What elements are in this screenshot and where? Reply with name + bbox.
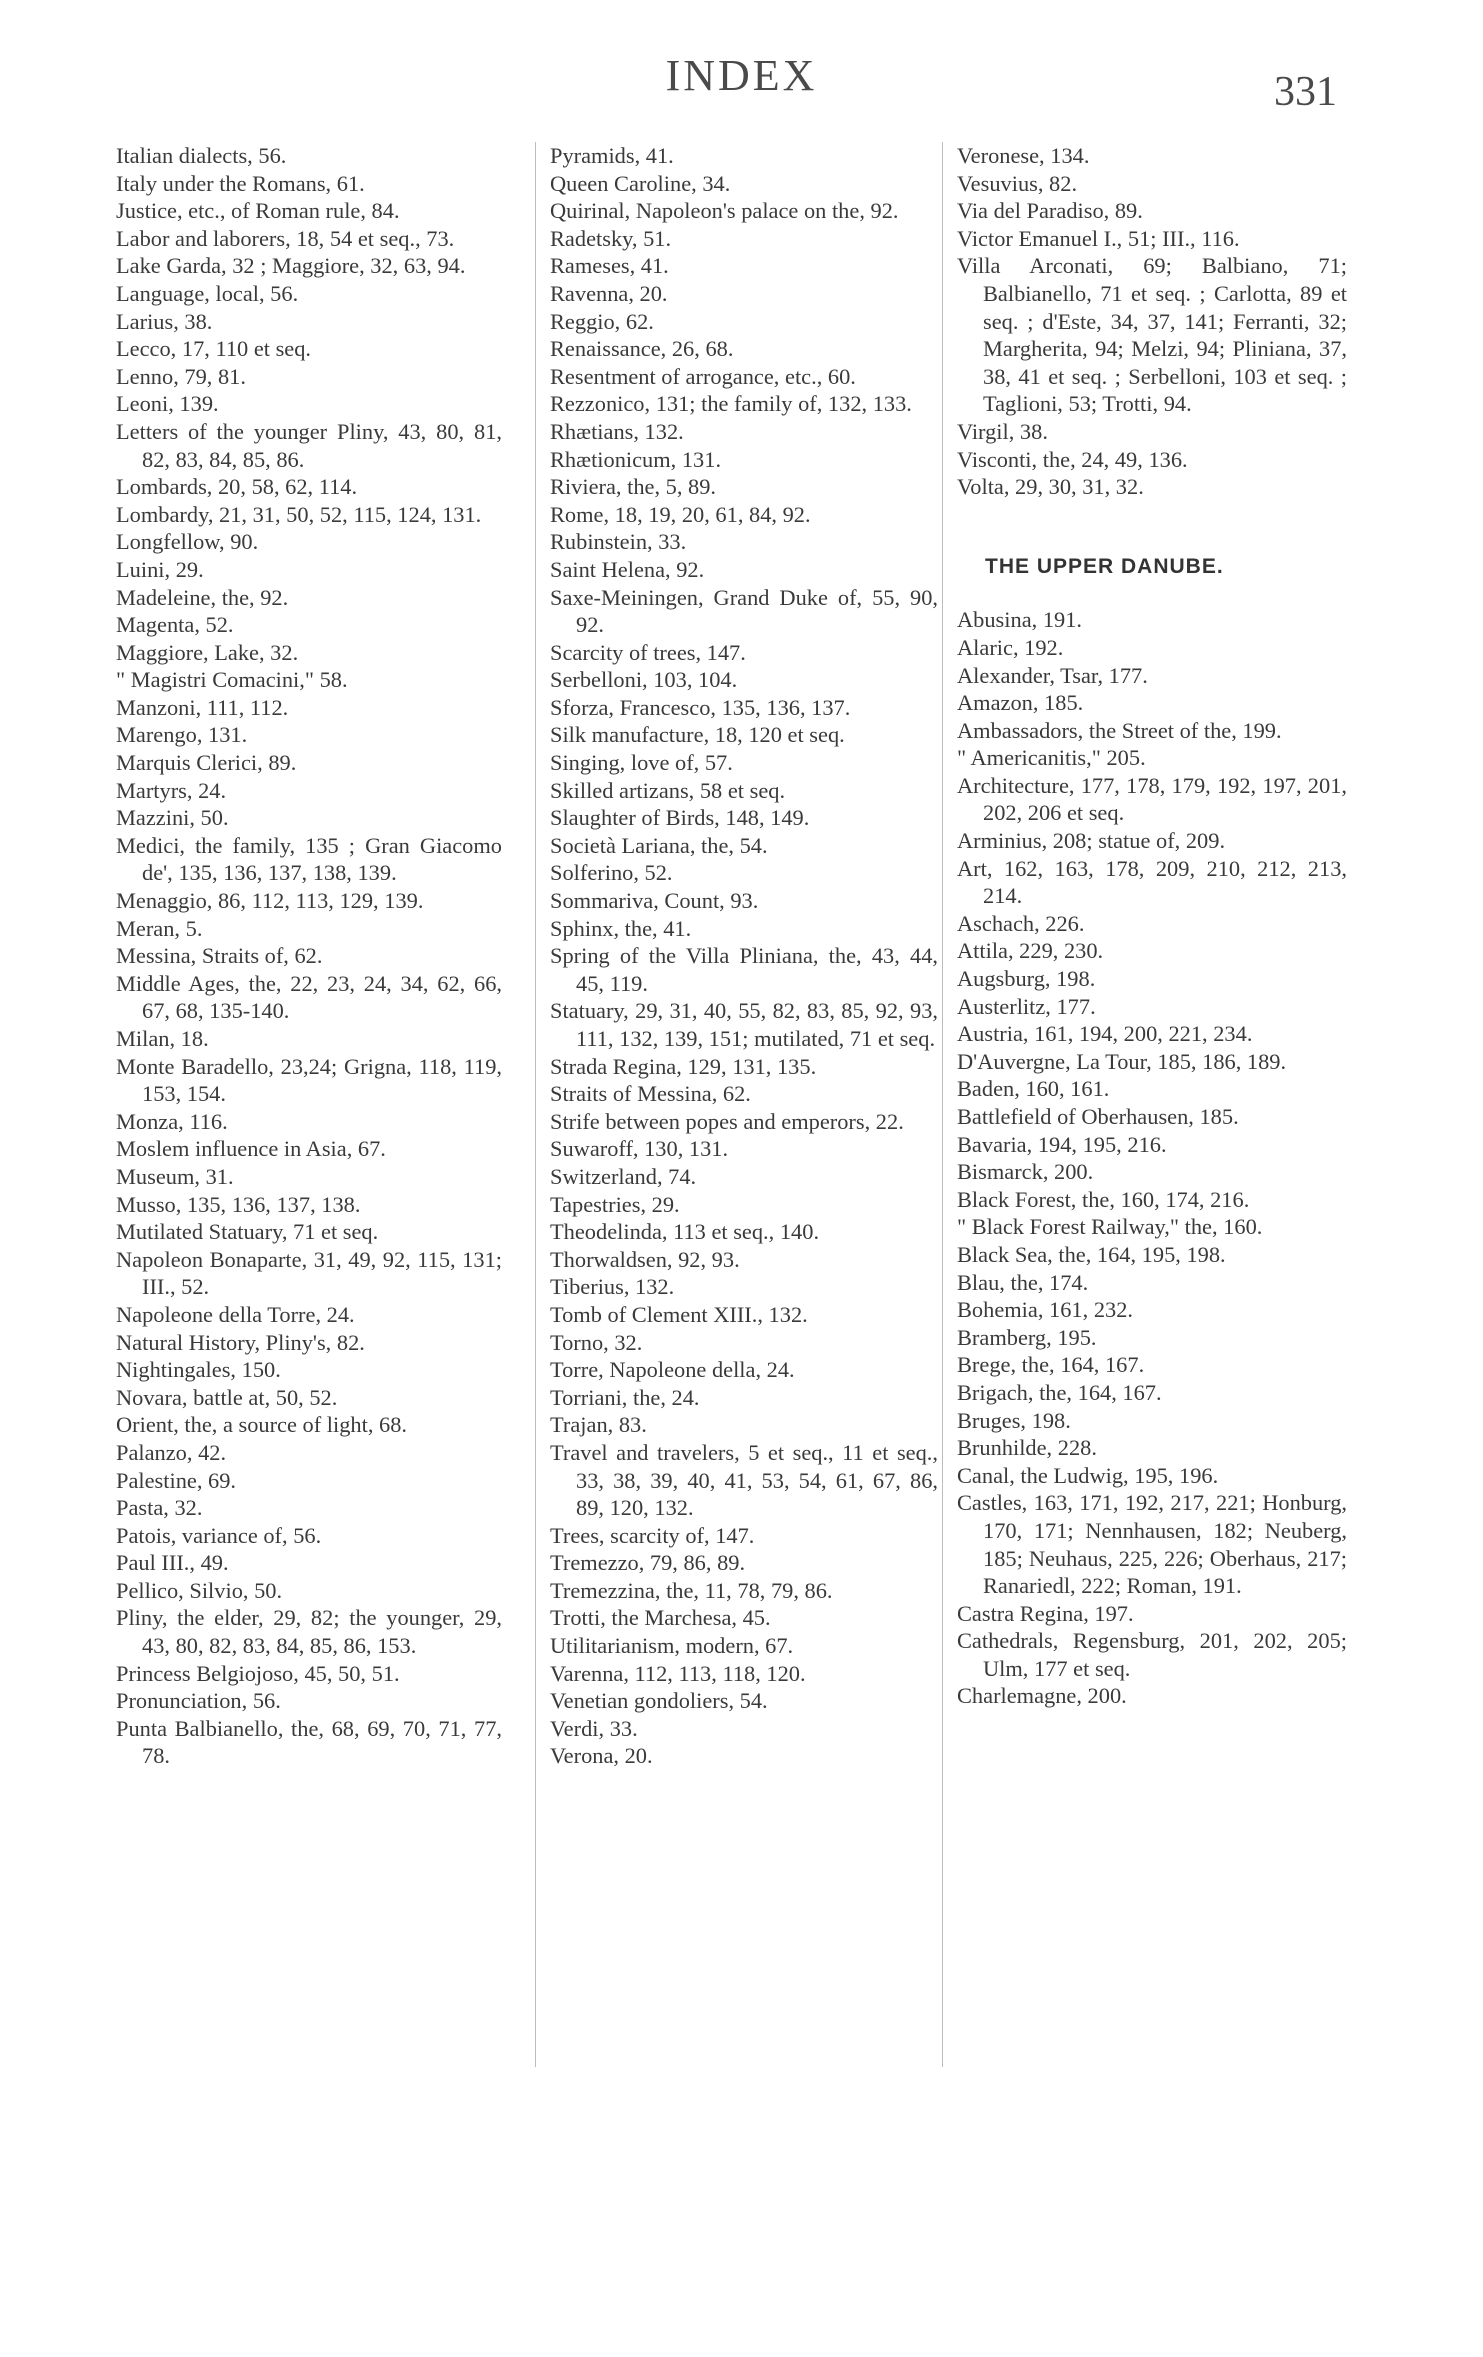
index-entry: Castles, 163, 171, 192, 217, 221; Honburg, 170, 171; Nennhausen, 182; Neuberg, 185; Neuhaus, 225, 226; Oberhaus, 217; Ranariedl, 222; Roman, 191.: [957, 1490, 1347, 1599]
index-entry: Renaissance, 26, 68.: [550, 336, 734, 362]
index-entry: Trajan, 83.: [550, 1412, 647, 1438]
index-entry: Tremezzo, 79, 86, 89.: [550, 1550, 746, 1576]
index-entry: " Black Forest Railway," the, 160.: [957, 1214, 1263, 1240]
index-entry: Scarcity of trees, 147.: [550, 639, 746, 665]
index-entry: Labor and laborers, 18, 54 et seq., 73.: [116, 225, 455, 251]
index-entry: Pasta, 32.: [116, 1495, 203, 1521]
index-entry: Patois, variance of, 56.: [116, 1522, 322, 1548]
index-entry: Black Sea, the, 164, 195, 198.: [957, 1241, 1226, 1267]
index-entry: Resentment of arrogance, etc., 60.: [550, 363, 856, 389]
index-entry: Solferino, 52.: [550, 860, 673, 886]
index-entry: Paul III., 49.: [116, 1550, 229, 1576]
index-entry: Suwaroff, 130, 131.: [550, 1136, 729, 1162]
index-entry: Architecture, 177, 178, 179, 192, 197, 201, 202, 206 et seq.: [957, 772, 1347, 826]
index-entry: Sommariva, Count, 93.: [550, 888, 759, 914]
index-entry: Austerlitz, 177.: [957, 993, 1096, 1019]
index-entry: Singing, love of, 57.: [550, 750, 733, 776]
index-entry: Marengo, 131.: [116, 722, 248, 748]
index-entry: Castra Regina, 197.: [957, 1600, 1134, 1626]
index-entry: Via del Paradiso, 89.: [957, 198, 1143, 224]
index-entry: Martyrs, 24.: [116, 777, 227, 803]
index-entry: Aschach, 226.: [957, 910, 1085, 936]
index-entry: Rome, 18, 19, 20, 61, 84, 92.: [550, 501, 811, 527]
index-entry: Austria, 161, 194, 200, 221, 234.: [957, 1021, 1253, 1047]
index-entry: Strife between popes and emperors, 22.: [550, 1108, 904, 1134]
index-entry: D'Auvergne, La Tour, 185, 186, 189.: [957, 1048, 1287, 1074]
index-entry: Bohemia, 161, 232.: [957, 1297, 1133, 1323]
index-entry: Abusina, 191.: [957, 607, 1083, 633]
index-column-3: [942, 142, 1347, 2067]
index-entry: Madeleine, the, 92.: [116, 584, 289, 610]
index-entry: Princess Belgiojoso, 45, 50, 51.: [116, 1660, 400, 1686]
index-entry: Strada Regina, 129, 131, 135.: [550, 1053, 817, 1079]
index-entry: Palanzo, 42.: [116, 1439, 227, 1465]
index-entry: Italy under the Romans, 61.: [116, 170, 365, 196]
index-entry: Luini, 29.: [116, 556, 204, 582]
index-entry: Switzerland, 74.: [550, 1163, 697, 1189]
index-entry: Bruges, 198.: [957, 1407, 1071, 1433]
index-entry: Ravenna, 20.: [550, 280, 668, 306]
index-entry: Saxe-Meiningen, Grand Duke of, 55, 90, 92.: [550, 584, 938, 638]
index-entry: Serbelloni, 103, 104.: [550, 667, 738, 693]
index-entry: Manzoni, 111, 112.: [116, 694, 289, 720]
index-entry: Thorwaldsen, 92, 93.: [550, 1246, 740, 1272]
index-column-2: [535, 142, 938, 2067]
index-entry: Virgil, 38.: [957, 418, 1048, 444]
index-entry: Società Lariana, the, 54.: [550, 832, 768, 858]
index-entry: Amazon, 185.: [957, 690, 1084, 716]
index-entry: Bismarck, 200.: [957, 1159, 1094, 1185]
index-entry: Silk manufacture, 18, 120 et seq.: [550, 722, 845, 748]
index-entry: " Magistri Comacini," 58.: [116, 667, 348, 693]
index-entry: Longfellow, 90.: [116, 529, 259, 555]
index-entry: Mazzini, 50.: [116, 805, 229, 831]
page-header: INDEX: [665, 51, 818, 100]
index-entry: Quirinal, Napoleon's palace on the, 92.: [550, 198, 899, 224]
index-entry: Lombards, 20, 58, 62, 114.: [116, 474, 358, 500]
index-entry: Messina, Straits of, 62.: [116, 943, 323, 969]
index-entry: Brunhilde, 228.: [957, 1435, 1097, 1461]
index-entry: Milan, 18.: [116, 1026, 209, 1051]
index-entry: Spring of the Villa Pliniana, the, 43, 44, 45, 119.: [550, 943, 938, 996]
index-entry: Verona, 20.: [550, 1743, 653, 1769]
index-entry: Magenta, 52.: [116, 612, 234, 638]
index-entry: Brigach, the, 164, 167.: [957, 1379, 1162, 1405]
index-entry: Sphinx, the, 41.: [550, 915, 692, 941]
index-entry: Marquis Clerici, 89.: [116, 750, 297, 776]
index-entry: Sforza, Francesco, 135, 136, 137.: [550, 694, 851, 720]
index-entry: Musso, 135, 136, 137, 138.: [116, 1191, 361, 1217]
index-entry: Mutilated Statuary, 71 et seq.: [116, 1219, 379, 1245]
index-entry: Statuary, 29, 31, 40, 55, 82, 83, 85, 92, 93, 111, 132, 139, 151; mutilated, 71 et seq.: [550, 998, 938, 1051]
index-entry: Justice, etc., of Roman rule, 84.: [116, 198, 400, 224]
index-entry: Pyramids, 41.: [550, 143, 674, 168]
index-entry: Veronese, 134.: [957, 143, 1090, 168]
index-entry: Torriani, the, 24.: [550, 1384, 700, 1410]
index-entry: Tapestries, 29.: [550, 1191, 680, 1217]
index-entry: Black Forest, the, 160, 174, 216.: [957, 1186, 1250, 1212]
index-entry: Reggio, 62.: [550, 308, 654, 334]
index-entry: Maggiore, Lake, 32.: [116, 639, 299, 665]
index-entry: Pliny, the elder, 29, 82; the younger, 29, 43, 80, 82, 83, 84, 85, 86, 153.: [116, 1605, 502, 1659]
index-entry: Novara, battle at, 50, 52.: [116, 1384, 338, 1410]
index-entry: Skilled artizans, 58 et seq.: [550, 777, 786, 803]
index-entry: Queen Caroline, 34.: [550, 170, 731, 196]
index-entry: Middle Ages, the, 22, 23, 24, 34, 62, 66, 67, 68, 135-140.: [116, 970, 502, 1024]
index-entry: Verdi, 33.: [550, 1715, 638, 1741]
index-entry: Straits of Messina, 62.: [550, 1081, 751, 1107]
index-entry: Italian dialects, 56.: [116, 143, 287, 168]
index-entry: Blau, the, 174.: [957, 1269, 1089, 1295]
section-heading: THE UPPER DANUBE.: [985, 554, 1224, 578]
index-entry: Lenno, 79, 81.: [116, 363, 246, 389]
index-entry: Arminius, 208; statue of, 209.: [957, 828, 1226, 854]
index-entry: Moslem influence in Asia, 67.: [116, 1136, 386, 1162]
index-entry: Venetian gondoliers, 54.: [550, 1688, 768, 1714]
index-entry: Utilitarianism, modern, 67.: [550, 1633, 794, 1659]
index-entry: Trotti, the Marchesa, 45.: [550, 1605, 771, 1631]
index-entry: Museum, 31.: [116, 1163, 234, 1189]
index-entry: Saint Helena, 92.: [550, 556, 705, 582]
index-entry: Napoleon Bonaparte, 31, 49, 92, 115, 131; III., 52.: [116, 1246, 502, 1300]
index-entry: Varenna, 112, 113, 118, 120.: [550, 1660, 806, 1686]
index-entry: Monza, 116.: [116, 1108, 228, 1134]
index-entry: Lombardy, 21, 31, 50, 52, 115, 124, 131.: [116, 501, 482, 527]
index-entry: Victor Emanuel I., 51; III., 116.: [957, 225, 1240, 251]
index-entry: Travel and travelers, 5 et seq., 11 et seq., 33, 38, 39, 40, 41, 53, 54, 61, 67, 86, 89, 120, 132.: [550, 1439, 938, 1521]
index-entry: Rameses, 41.: [550, 253, 669, 279]
index-entry: Meran, 5.: [116, 915, 203, 941]
index-entry: Letters of the younger Pliny, 43, 80, 81, 82, 83, 84, 85, 86.: [116, 418, 502, 472]
index-entry: Tiberius, 132.: [550, 1274, 675, 1300]
index-entry: Pellico, Silvio, 50.: [116, 1577, 283, 1603]
index-entry: Napoleone della Torre, 24.: [116, 1301, 355, 1327]
index-entry: Tremezzina, the, 11, 78, 79, 86.: [550, 1577, 833, 1603]
index-entry: Nightingales, 150.: [116, 1357, 281, 1383]
index-entry: Leoni, 139.: [116, 391, 219, 417]
index-entry: Villa Arconati, 69; Balbiano, 71; Balbianello, 71 et seq. ; Carlotta, 89 et seq. ; d'Este, 34, 37, 141; Ferranti, 32; Margherita, 94; Melzi, 94; Pliniana, 37, 38, 41 et seq. ; Serbelloni, 103 et seq. ; Taglioni, 53; Trotti, 94.: [957, 253, 1347, 417]
index-entry: Riviera, the, 5, 89.: [550, 474, 717, 500]
index-entry: Radetsky, 51.: [550, 225, 672, 251]
index-entry: Volta, 29, 30, 31, 32.: [957, 474, 1144, 500]
index-entry: Vesuvius, 82.: [957, 170, 1078, 196]
index-entry: Palestine, 69.: [116, 1467, 237, 1493]
index-entry: Charlemagne, 200.: [957, 1683, 1127, 1709]
index-column-1: [116, 142, 502, 1770]
index-entry: Attila, 229, 230.: [957, 938, 1104, 964]
index-entry: Art, 162, 163, 178, 209, 210, 212, 213, 214.: [957, 855, 1347, 909]
index-entry: Alexander, Tsar, 177.: [957, 662, 1148, 688]
index-entry: Rhætionicum, 131.: [550, 446, 722, 472]
index-entry: Rezzonico, 131; the family of, 132, 133.: [550, 391, 912, 417]
page-number: 331: [1274, 69, 1337, 115]
index-column-3-entries: [957, 142, 1347, 501]
index-entry: Bramberg, 195.: [957, 1324, 1097, 1350]
index-entry: Orient, the, a source of light, 68.: [116, 1412, 408, 1438]
index-entry: Bavaria, 194, 195, 216.: [957, 1131, 1167, 1157]
index-entry: Theodelinda, 113 et seq., 140.: [550, 1219, 820, 1245]
index-entry: Torre, Napoleone della, 24.: [550, 1357, 795, 1383]
index-entry: Larius, 38.: [116, 308, 213, 334]
index-entry: Pronunciation, 56.: [116, 1688, 281, 1714]
index-entry: Baden, 160, 161.: [957, 1076, 1110, 1102]
index-entry: Augsburg, 198.: [957, 966, 1096, 992]
index-entry: Rubinstein, 33.: [550, 529, 687, 555]
index-entry: Lake Garda, 32 ; Maggiore, 32, 63, 94.: [116, 253, 466, 279]
index-column-3-danube-entries: [957, 606, 1347, 1710]
index-entry: Tomb of Clement XIII., 132.: [550, 1301, 808, 1327]
index-entry: Alaric, 192.: [957, 634, 1064, 660]
index-entry: Torno, 32.: [550, 1329, 643, 1355]
index-entry: Punta Balbianello, the, 68, 69, 70, 71, 77, 78.: [116, 1715, 502, 1769]
index-entry: Rhætians, 132.: [550, 418, 684, 444]
index-entry: Brege, the, 164, 167.: [957, 1352, 1145, 1378]
index-entry: Monte Baradello, 23,24; Grigna, 118, 119, 153, 154.: [116, 1053, 502, 1107]
index-entry: Ambassadors, the Street of the, 199.: [957, 717, 1282, 743]
index-entry: Medici, the family, 135 ; Gran Giacomo de', 135, 136, 137, 138, 139.: [116, 832, 502, 886]
index-entry: Slaughter of Birds, 148, 149.: [550, 805, 810, 831]
index-entry: Trees, scarcity of, 147.: [550, 1522, 755, 1548]
index-entry: Natural History, Pliny's, 82.: [116, 1329, 365, 1355]
index-entry: Menaggio, 86, 112, 113, 129, 139.: [116, 888, 424, 914]
index-entry: Canal, the Ludwig, 195, 196.: [957, 1462, 1219, 1488]
index-entry: Language, local, 56.: [116, 280, 299, 306]
index-entry: " Americanitis," 205.: [957, 745, 1146, 771]
index-entry: Visconti, the, 24, 49, 136.: [957, 446, 1188, 472]
index-entry: Battlefield of Oberhausen, 185.: [957, 1104, 1239, 1129]
index-entry: Cathedrals, Regensburg, 201, 202, 205; Ulm, 177 et seq.: [957, 1628, 1347, 1681]
index-entry: Lecco, 17, 110 et seq.: [116, 336, 312, 362]
